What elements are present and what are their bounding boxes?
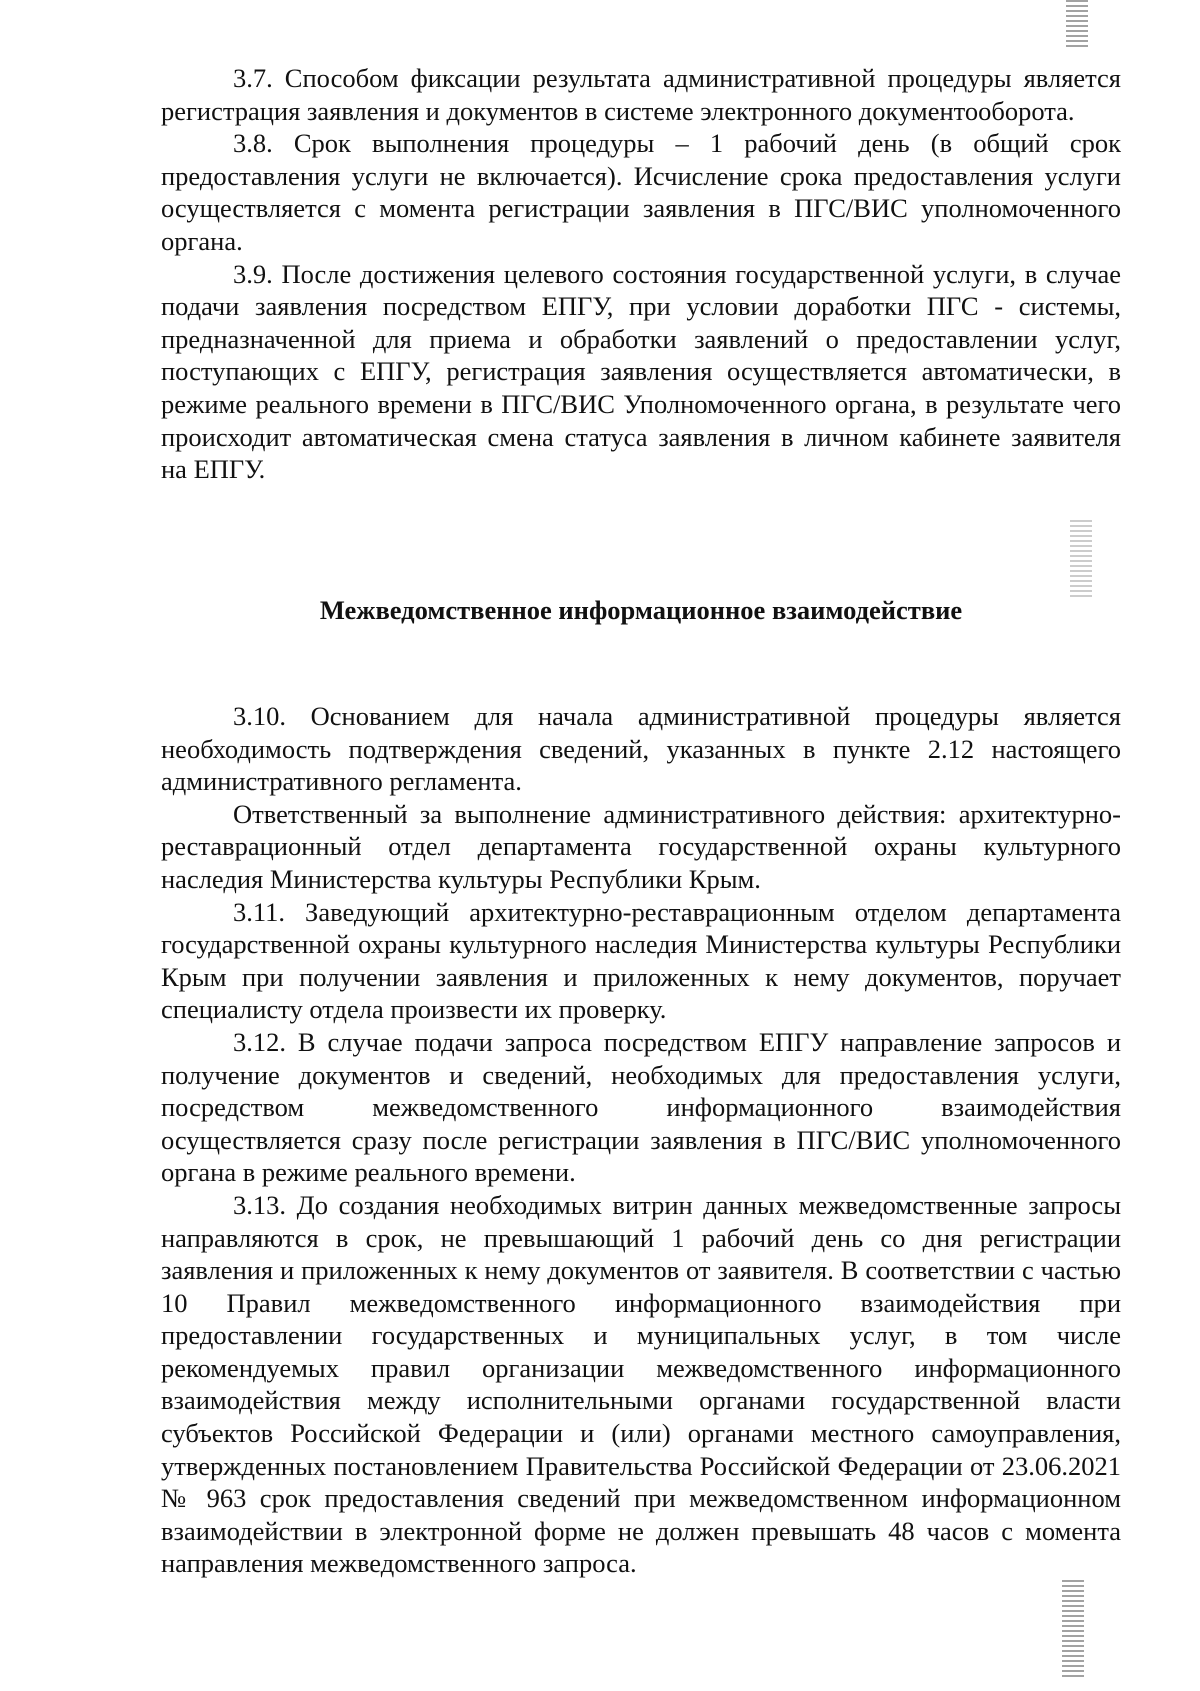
paragraph-responsible: Ответственный за выполнение административного действия: архитектурно-реставрационный отдел департамента государственной охраны культурного наследия Министерства культуры Республики Крым. — [161, 798, 1121, 894]
paragraph-3-13: 3.13. До создания необходимых витрин данных межведомственные запросы направляются в срок, не превышающий 1 рабочий день со дня регистрации заявления и приложенных к нему документов от заявителя. В соответствии с частью 10 Правил межведомственного информационного взаимодействия при предоставлении государственных и муниципальных услуг, в том числе рекомендуемых правил организации межведомственного информационного взаимодействия между исполнительными органами государственной власти субъектов Российской Федерации и (или) органами местного самоуправления, утвержденных постановлением Правительства Российской Федерации от 23.06.2021 № 963 срок предоставления сведений при межведомственном информационном взаимодействии в электронной форме не должен превышать 48 часов с момента направления межведомственного запроса. — [161, 1189, 1121, 1579]
text-block-bottom — [161, 700, 1121, 1580]
paragraph-3-11: 3.11. Заведующий архитектурно-реставрационным отделом департамента государственной охраны культурного наследия Министерства культуры Республики Крым при получении заявления и приложенных к нему документов, поручает специалисту отдела произвести их проверку. — [161, 896, 1121, 1025]
paragraph-3-8: 3.8. Срок выполнения процедуры – 1 рабочий день (в общий срок предоставления услуги не включается). Исчисление срока предоставления услуги осуществляется с момента регистрации заявления в ПГС/ВИС уполномоченного органа. — [161, 128, 1121, 256]
scan-artifact-top — [1066, 0, 1088, 48]
text-block-top — [161, 62, 1121, 486]
scan-artifact-middle — [1070, 520, 1092, 600]
paragraph-3-12: 3.12. В случае подачи запроса посредством ЕПГУ направление запросов и получение документов и сведений, необходимых для предоставления услуги, посредством межведомственного информационного взаимодействия осуществляется сразу после регистрации заявления в ПГС/ВИС уполномоченного органа в режиме реального времени. — [161, 1026, 1121, 1188]
paragraph-3-10: 3.10. Основанием для начала административной процедуры является необходимость подтверждения сведений, указанных в пункте 2.12 настоящего административного регламента. — [161, 701, 1121, 797]
scan-artifact-bottom — [1062, 1580, 1084, 1680]
paragraph-3-7: 3.7. Способом фиксации результата административной процедуры является регистрация заявления и документов в системе электронного документооборота. — [161, 63, 1121, 126]
paragraph-3-9: 3.9. После достижения целевого состояния государственной услуги, в случае подачи заявления посредством ЕПГУ, при условии доработки ПГС - системы, предназначенной для приема и обработки заявлений о предоставлении услуг, поступающих с ЕПГУ, регистрация заявления осуществляется автоматически, в режиме реального времени в ПГС/ВИС Уполномоченного органа, в результате чего происходит автоматическая смена статуса заявления в личном кабинете заявителя на ЕПГУ. — [161, 258, 1121, 485]
section-heading: Межведомственное информационное взаимодействие — [319, 595, 963, 625]
